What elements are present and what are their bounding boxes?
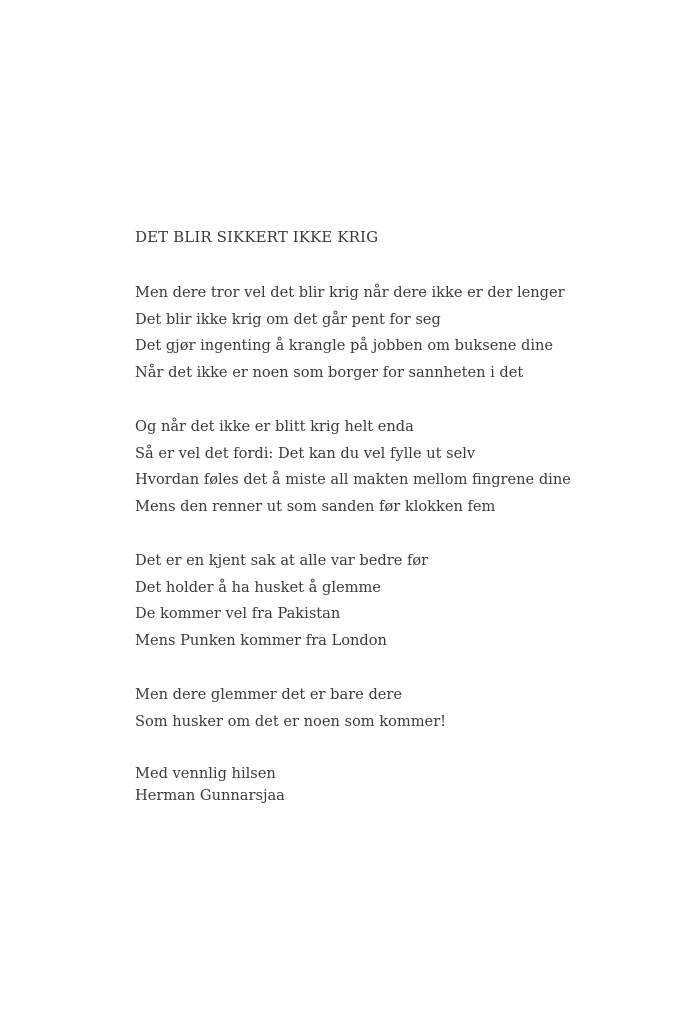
stanza-4 [135, 682, 655, 735]
poem-line: Hvordan føles det å miste all makten mellom fingrene dine [135, 471, 571, 488]
poem-line: Så er vel det fordi: Det kan du vel fylle ut selv [135, 444, 476, 462]
signature-closing: Med vennlig hilsen [135, 765, 276, 782]
stanza-1 [135, 280, 655, 386]
signature [135, 763, 655, 807]
poem-line: Men dere glemmer det er bare dere [135, 686, 403, 703]
poem-line: Når det ikke er noen som borger for sannheten i det [135, 363, 524, 381]
stanza-2 [135, 414, 655, 520]
stanza-3 [135, 548, 655, 654]
poem-line: Mens den renner ut som sanden før klokken fem [135, 497, 496, 515]
poem-line: De kommer vel fra Pakistan [135, 605, 341, 622]
poem-title: DET BLIR SIKKERT IKKE KRIG [135, 228, 379, 246]
signature-name: Herman Gunnarsjaa [135, 787, 285, 804]
poem-line: Som husker om det er noen som kommer! [135, 712, 447, 730]
poem-line: Det holder å ha husket å glemme [135, 578, 381, 596]
poem-line: Det blir ikke krig om det går pent for seg [135, 310, 441, 328]
poem-line: Det gjør ingenting å krangle på jobben om buksene dine [135, 337, 554, 354]
poem-page [135, 226, 655, 807]
poem-line: Det er en kjent sak at alle var bedre før [135, 552, 429, 569]
poem-line: Og når det ikke er blitt krig helt enda [135, 418, 414, 435]
poem-line: Men dere tror vel det blir krig når dere ikke er der lenger [135, 284, 565, 301]
poem-line: Mens Punken kommer fra London [135, 631, 387, 649]
